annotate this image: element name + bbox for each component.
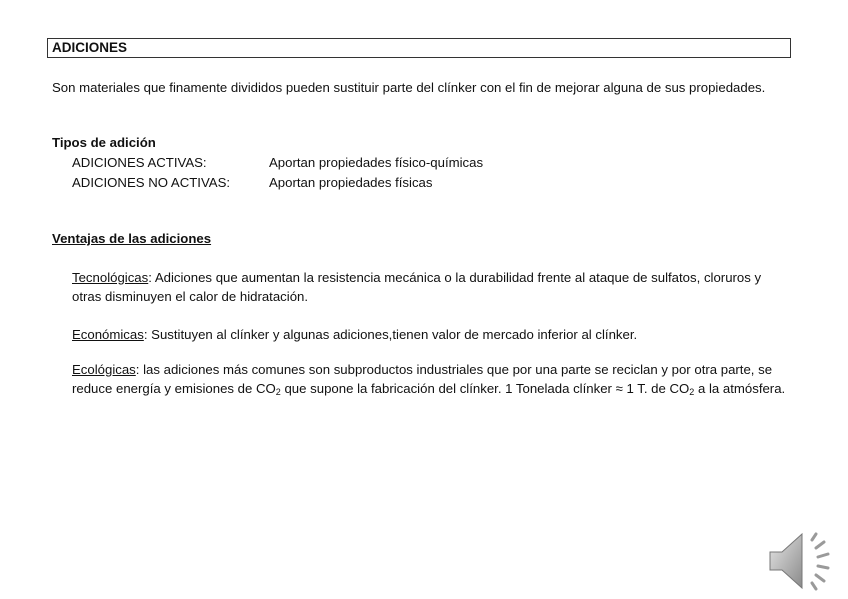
- advantage-label: Ecológicas: [72, 362, 136, 377]
- advantage-text: a la atmósfera.: [694, 381, 786, 396]
- advantage-economicas: [72, 325, 792, 344]
- type-desc: Aportan propiedades físico-químicas: [269, 155, 484, 170]
- advantage-tecnologicas: [72, 268, 792, 306]
- ventajas-heading: Ventajas de las adiciones: [52, 231, 212, 246]
- advantage-text: : Adiciones que aumentan la resistencia mecánica o la durabilidad frente al ataque de sulfatos, cloruros y otras disminuyen el calor de hidratación.: [72, 270, 762, 304]
- advantage-text: : Sustituyen al clínker y algunas adiciones,tienen valor de mercado inferior al clínker.: [143, 327, 638, 342]
- advantage-text: : las adiciones más comunes son subproductos industriales que por una parte se reciclan y por otra parte, se reduce energía y emisiones de CO: [72, 362, 773, 396]
- type-label: ADICIONES NO ACTIVAS:: [72, 175, 231, 190]
- types-heading: Tipos de adición: [52, 135, 156, 150]
- advantage-ecologicas: [72, 360, 792, 398]
- co2-subscript: 2: [275, 387, 281, 397]
- speaker-icon[interactable]: [768, 530, 838, 592]
- type-row-no-activas: [72, 174, 432, 192]
- type-label: ADICIONES ACTIVAS:: [72, 155, 207, 170]
- type-row-activas: [72, 154, 483, 172]
- advantage-label: Tecnológicas: [72, 270, 149, 285]
- advantage-text: que supone la fabricación del clínker. 1 Tonelada clínker ≈ 1 T. de CO: [280, 381, 690, 396]
- type-desc: Aportan propiedades físicas: [269, 175, 433, 190]
- intro-text: Son materiales que finamente divididos pueden sustituir parte del clínker con el fin de mejorar alguna de sus propiedades.: [52, 80, 766, 95]
- co2-subscript: 2: [689, 387, 695, 397]
- advantage-label: Económicas: [72, 327, 144, 342]
- slide-title: ADICIONES: [47, 38, 791, 58]
